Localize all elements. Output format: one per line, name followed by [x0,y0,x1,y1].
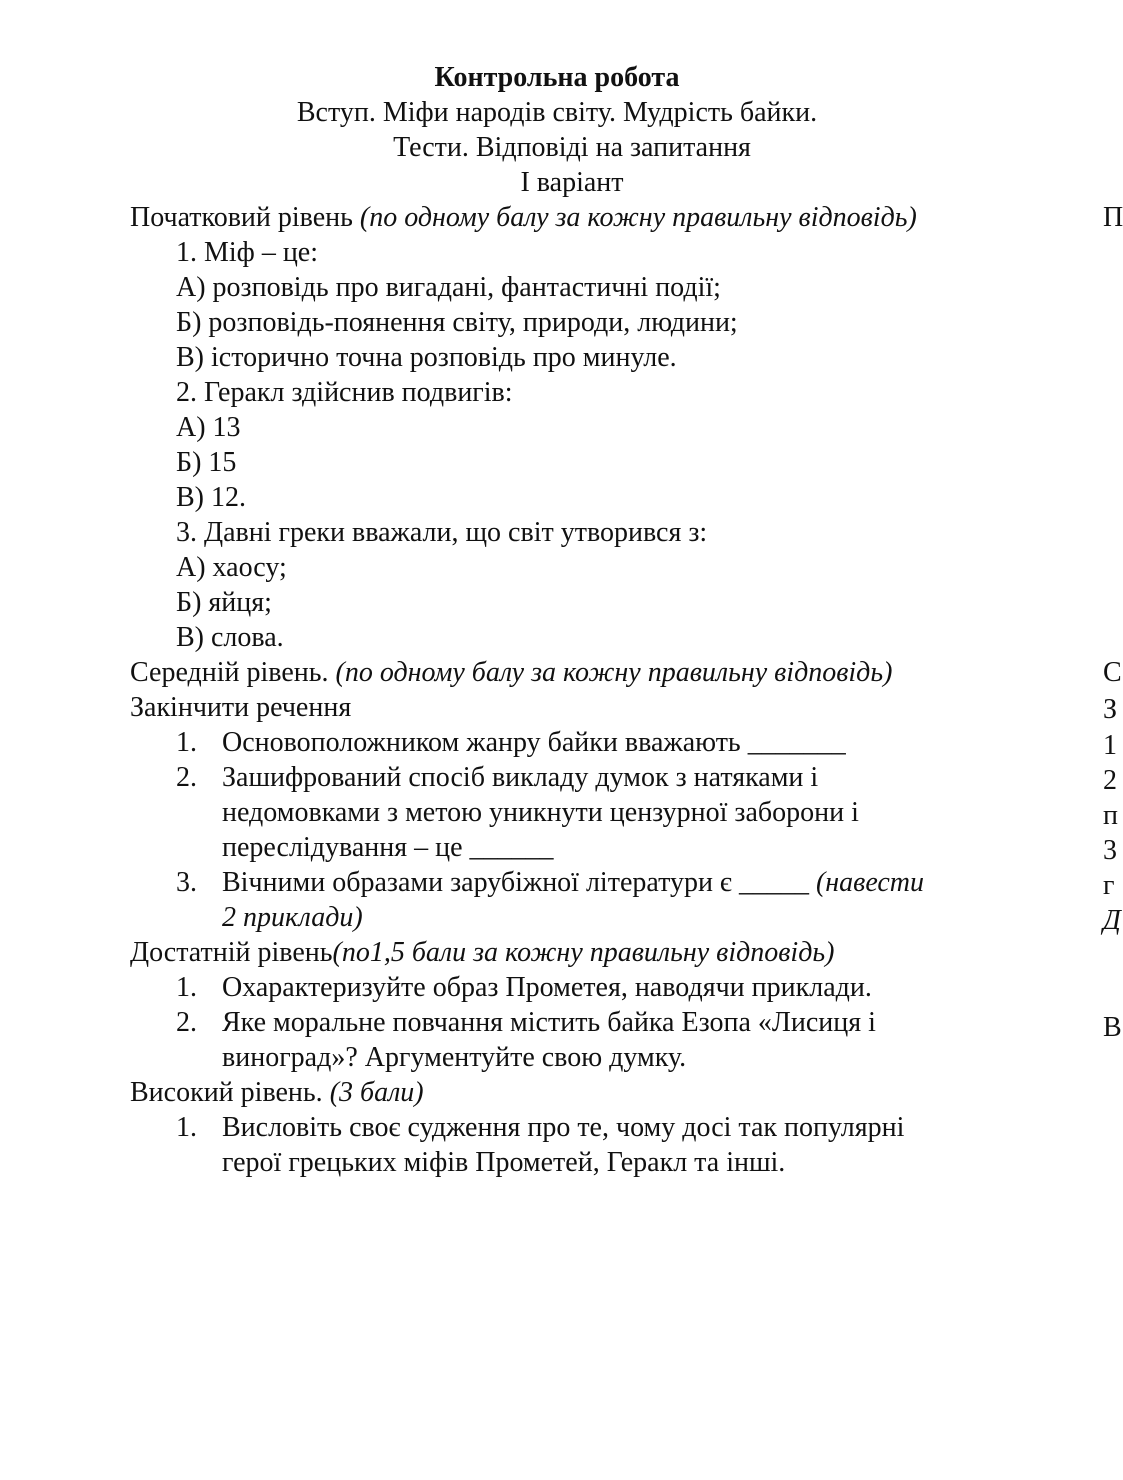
list-item-text: Яке моральне повчання містить байка Езопа «Лисиця і [222,1007,876,1038]
question-1-option-a: А) розповідь про вигадані, фантастичні події; [176,272,721,303]
high-level-note: (3 бали) [329,1077,424,1108]
list-number: 2. [176,1007,197,1038]
right-edge-fragment: 2 [1103,765,1117,796]
document-page [0,60,1114,1180]
middle-item-2 [0,760,1002,865]
question-2-option-a: А) 13 [176,412,241,443]
right-edge-fragment: 1 [1103,730,1117,761]
right-edge-fragment: п [1103,800,1118,831]
initial-level-heading [0,200,1114,235]
list-number: 1. [176,972,197,1003]
list-item-italic: 2 приклади) [222,902,363,933]
list-item-text: виноград»? Аргументуйте свою думку. [222,1042,687,1073]
question-3-option-a: А) хаосу; [176,552,287,583]
question-2-option-c: В) 12. [176,482,246,513]
question-1-option-b: Б) розповідь-поянення світу, природи, людини; [176,307,738,338]
right-edge-fragment: П [1103,202,1123,233]
middle-item-1 [0,725,1002,760]
question-1-option-c: В) історично точна розповідь про минуле. [176,342,677,373]
right-edge-fragment: г [1103,870,1115,901]
initial-level-note: (по одному балу за кожну правильну відповідь) [359,202,917,233]
high-item-1 [0,1110,1002,1180]
variant-label: І варіант [520,167,624,198]
list-item-text: переслідування – це ______ [222,832,554,863]
list-item-text: Охарактеризуйте образ Прометея, наводячи приклади. [222,972,872,1003]
right-edge-italic: Д [1103,905,1121,936]
list-number: 1. [176,727,197,758]
middle-item-3 [0,865,1002,935]
middle-level-task: Закінчити речення [130,692,352,723]
list-item-text: Висловіть своє судження про те, чому досі так популярні [222,1112,905,1143]
sufficient-level-heading [0,935,1114,970]
list-number: 2. [176,762,197,793]
question-1-title: 1. Міф – це: [176,237,319,268]
middle-level-heading [0,655,1114,690]
document-title: Контрольна робота [434,62,680,93]
document-subtitle: Вступ. Міфи народів світу. Мудрість байки. [296,97,818,128]
list-number: 3. [176,867,197,898]
document-subtitle-2: Тести. Відповіді на запитання [393,132,751,163]
right-edge-fragment: З [1103,694,1118,725]
list-item-text: Вічними образами зарубіжної літератури є _____ [222,867,816,898]
middle-level-note: (по одному балу за кожну правильну відповідь) [335,657,893,688]
list-item-text: недомовками з метою уникнути цензурної заборони і [222,797,859,828]
sufficient-item-2 [0,1005,1002,1075]
question-3-option-b: Б) яйця; [176,587,272,618]
right-edge-fragment: В [1103,1012,1122,1043]
high-level-heading [0,1075,1114,1110]
right-edge-fragment [1103,903,1121,938]
question-3-title: 3. Давні греки вважали, що світ утворився з: [176,517,708,548]
list-number: 1. [176,1112,197,1143]
sufficient-level-label: Достатній рівень [130,937,333,968]
initial-level-label: Початковий рівень [130,202,360,233]
list-item-text: Зашифрований спосіб викладу думок з натяками і [222,762,819,793]
list-item-text: герої грецьких міфів Прометей, Геракл та інші. [222,1147,786,1178]
question-3-option-c: В) слова. [176,622,284,653]
list-item-italic: (навести [815,867,925,898]
sufficient-item-1 [0,970,1002,1005]
question-2-title: 2. Геракл здійснив подвигів: [176,377,513,408]
middle-level-label: Середній рівень. [130,657,336,688]
list-item-text-line [222,900,1002,935]
question-2-option-b: Б) 15 [176,447,237,478]
list-item-text: Основоположником жанру байки вважають _______ [222,727,846,758]
right-edge-fragment: 3 [1103,835,1117,866]
high-level-label: Високий рівень. [130,1077,330,1108]
sufficient-level-note: (по1,5 бали за кожну правильну відповідь) [332,937,835,968]
right-edge-fragment: С [1103,657,1122,688]
list-item-text-line [222,865,1002,900]
